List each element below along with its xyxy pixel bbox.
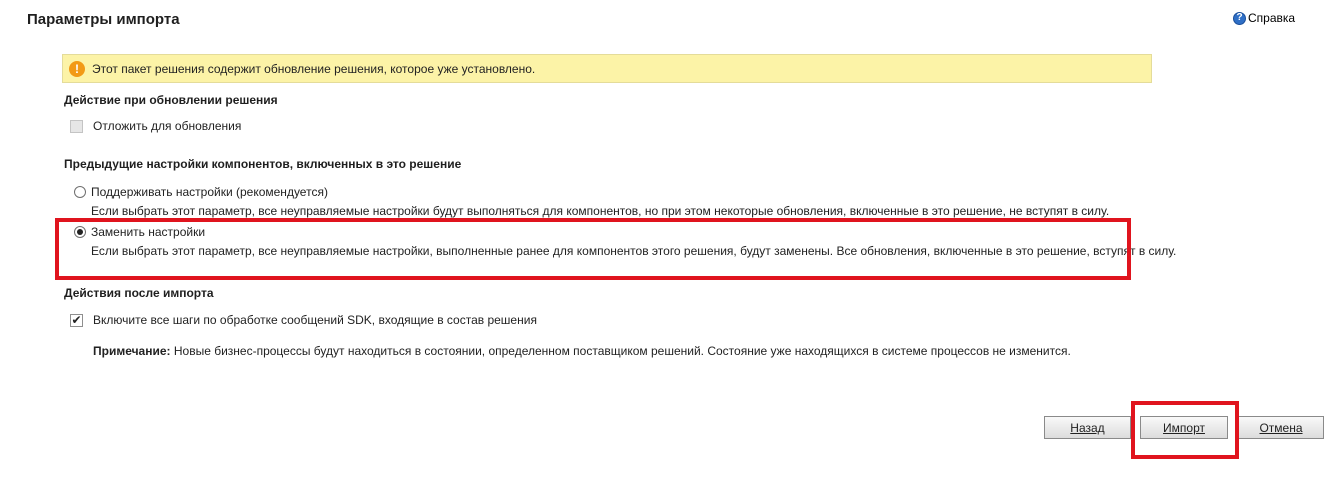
update-action-heading: Действие при обновлении решения [64, 93, 278, 107]
replace-settings-radio[interactable] [74, 226, 86, 238]
replace-settings-description: Если выбрать этот параметр, все неуправляемые настройки, выполненные ранее для компонентов этого решения, будут заменены. Все обновления, включенные в это решение, вступят в силу. [91, 244, 1177, 258]
sdk-steps-label: Включите все шаги по обработке сообщений SDK, входящие в состав решения [93, 313, 537, 327]
page-title: Параметры импорта [27, 11, 180, 28]
note-label: Примечание: [93, 344, 171, 358]
note-text: Новые бизнес-процессы будут находиться в состоянии, определенном поставщиком решений. Состояние уже находящихся в системе процессов не изменится. [170, 344, 1071, 358]
back-button[interactable]: Назад [1044, 416, 1131, 439]
help-icon: ? [1233, 12, 1246, 25]
maintain-settings-description: Если выбрать этот параметр, все неуправляемые настройки будут выполняться для компонентов, но при этом некоторые обновления, включенные в это решение, не вступят в силу. [91, 204, 1110, 218]
post-import-heading: Действия после импорта [64, 286, 214, 300]
sdk-steps-option[interactable] [70, 313, 537, 327]
maintain-settings-radio[interactable] [74, 186, 86, 198]
maintain-settings-option[interactable] [74, 185, 1109, 218]
import-button[interactable]: Импорт [1140, 416, 1228, 439]
warning-notification-bar [62, 54, 1152, 83]
warning-icon: ! [69, 61, 85, 77]
post-import-note [93, 344, 1071, 358]
delay-update-checkbox[interactable] [70, 120, 83, 133]
delay-update-option[interactable] [70, 119, 241, 133]
maintain-settings-label: Поддерживать настройки (рекомендуется) [91, 185, 328, 199]
help-label: Справка [1248, 11, 1296, 25]
delay-update-label: Отложить для обновления [93, 119, 242, 133]
help-link[interactable] [1233, 11, 1295, 25]
replace-settings-option[interactable] [74, 225, 1176, 258]
replace-settings-label: Заменить настройки [91, 225, 206, 239]
cancel-button[interactable]: Отмена [1238, 416, 1324, 439]
sdk-steps-checkbox[interactable]: ✔ [71, 313, 82, 327]
radio-selected-dot [77, 229, 83, 235]
warning-text: Этот пакет решения содержит обновление решения, которое уже установлено. [92, 61, 536, 76]
previous-settings-heading: Предыдущие настройки компонентов, включенных в это решение [64, 157, 462, 171]
